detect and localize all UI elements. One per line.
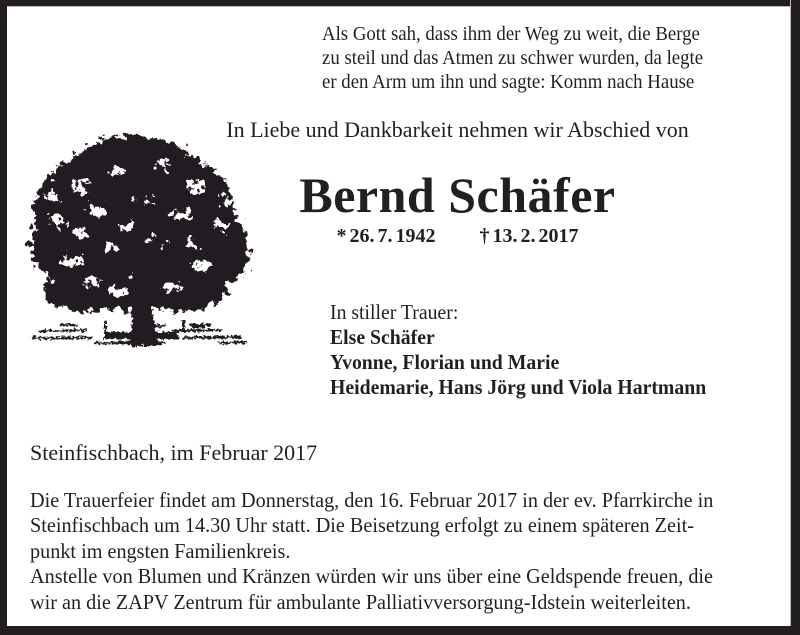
announcement-line: Die Trauerfeier findet am Donnerstag, den 16. Februar 2017 in der ev. Pfarrkirche in — [30, 488, 714, 512]
announcement-line: wir an die ZAPV Zentrum für ambulante Palliativversorgung-Idstein weiterleiten. — [30, 589, 691, 614]
verse-line: zu steil und das Atmen zu schwer wurden, da legte — [322, 47, 704, 69]
verse-line: Als Gott sah, dass ihm der Weg zu weit, die Berge — [322, 23, 700, 45]
scan-border-left — [0, 0, 7, 635]
announcement-line: Steinfischbach um 14.30 Uhr statt. Die Beisetzung erfolgt zu einem späteren Zeit- — [30, 513, 694, 538]
scan-border-top — [0, 0, 800, 6]
deceased-name: Bernd Schäfer — [299, 167, 616, 223]
mourner-name: Else Schäfer — [330, 325, 435, 349]
scan-border-right — [791, 0, 800, 635]
mourner-name: Heidemarie, Hans Jörg und Viola Hartmann — [330, 375, 707, 399]
memorial-verse — [322, 22, 703, 94]
birth-date: * 26. 7. 1942 — [336, 225, 436, 247]
mourning-section — [330, 300, 706, 400]
scan-border-bottom — [0, 626, 800, 635]
farewell-intro: In Liebe und Dankbarkeit nehmen wir Abschied von — [226, 117, 689, 142]
announcement-line: punkt im engsten Familienkreis. — [30, 538, 291, 563]
mourner-name: Yvonne, Florian und Marie — [330, 350, 560, 374]
death-date: † 13. 2. 2017 — [479, 225, 579, 247]
announcement-line: Anstelle von Blumen und Kränzen würden wir uns über eine Geldspende freuen, die — [30, 564, 714, 589]
place-date-line: Steinfischbach, im Februar 2017 — [30, 440, 318, 465]
mourning-heading: In stiller Trauer: — [330, 300, 459, 324]
life-dates — [114, 225, 800, 248]
verse-line: er den Arm um ihn und sagte: Komm nach Hause — [322, 71, 695, 93]
funeral-announcement — [30, 488, 713, 615]
